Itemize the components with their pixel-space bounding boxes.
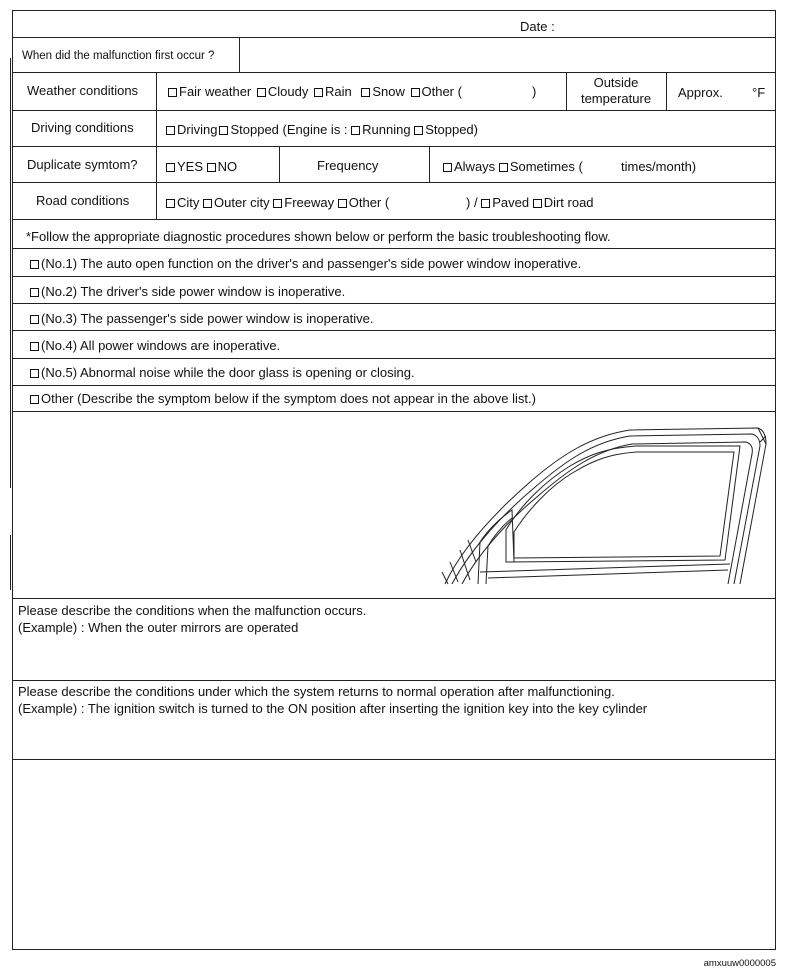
- checkbox[interactable]: [411, 88, 420, 97]
- car-door-illustration: [440, 422, 770, 592]
- divider: [12, 146, 776, 147]
- checkbox[interactable]: [361, 88, 370, 97]
- divider: [279, 146, 280, 182]
- symptom-text: (No.3) The passenger's side power window is inoperative.: [41, 311, 374, 326]
- return-example: (Example) : The ignition switch is turned to the ON position after inserting the ignition key into the key cylinder: [18, 701, 648, 716]
- option-label: Outer city: [214, 195, 270, 210]
- malfunction-answer-area[interactable]: [14, 638, 774, 678]
- checkbox[interactable]: [30, 395, 39, 404]
- divider: [666, 72, 667, 110]
- divider: [12, 330, 776, 331]
- checkbox[interactable]: [207, 163, 216, 172]
- checkbox[interactable]: [30, 369, 39, 378]
- checkbox[interactable]: [203, 199, 212, 208]
- return-answer-area[interactable]: [14, 720, 774, 758]
- weather-label: Weather conditions: [27, 83, 139, 98]
- checkbox[interactable]: [533, 199, 542, 208]
- option-label: Stopped): [425, 122, 478, 137]
- option-label: Always: [454, 159, 496, 174]
- divider: [12, 248, 776, 249]
- divider: [12, 358, 776, 359]
- symptom-text: (No.2) The driver's side power window is inoperative.: [41, 284, 346, 299]
- divider: [12, 110, 776, 111]
- margin-mark: [10, 58, 11, 488]
- figure-code: amxuuw0000005: [703, 958, 776, 969]
- checkbox[interactable]: [273, 199, 282, 208]
- road-label: Road conditions: [36, 193, 130, 208]
- symptom-text: Other (Describe the symptom below if the symptom does not appear in the above list.): [41, 391, 536, 406]
- door-frame-line: [462, 442, 752, 584]
- checkbox[interactable]: [351, 126, 360, 135]
- times-month-label: times/month): [621, 159, 697, 174]
- checkbox[interactable]: [314, 88, 323, 97]
- weather-other-close: ): [532, 84, 537, 99]
- divider: [12, 680, 776, 681]
- duplicate-label: Duplicate symtom?: [27, 157, 138, 172]
- driving-options: [166, 122, 478, 137]
- checkbox[interactable]: [443, 163, 452, 172]
- frequency-options: [443, 159, 583, 174]
- divider: [12, 37, 776, 38]
- divider: [12, 219, 776, 220]
- symptom-item: [30, 365, 415, 380]
- symptom-item: [30, 391, 536, 406]
- checkbox[interactable]: [257, 88, 266, 97]
- symptom-item: [30, 338, 280, 353]
- option-label: Freeway: [284, 195, 335, 210]
- option-label: YES: [177, 159, 204, 174]
- checkbox[interactable]: [166, 163, 175, 172]
- temp-unit: °F: [752, 85, 766, 100]
- divider: [12, 303, 776, 304]
- margin-mark: [10, 535, 11, 590]
- checkbox[interactable]: [30, 342, 39, 351]
- divider: [12, 385, 776, 386]
- belt-line: [488, 570, 728, 578]
- symptom-text: (No.1) The auto open function on the driver's and passenger's side power window inoperative.: [41, 256, 582, 271]
- window-glass: [506, 446, 740, 562]
- outside-temp-label-2: temperature: [580, 91, 652, 106]
- frequency-label: Frequency: [317, 158, 379, 173]
- option-label: Snow: [372, 84, 405, 99]
- driving-label: Driving conditions: [31, 120, 134, 135]
- divider: [12, 759, 776, 760]
- door-pillar: [486, 518, 512, 584]
- return-prompt: Please describe the conditions under which the system returns to normal operation after malfunctioning.: [18, 684, 615, 699]
- checkbox[interactable]: [30, 315, 39, 324]
- option-label: Rain: [324, 84, 352, 99]
- symptom-text: (No.4) All power windows are inoperative.: [41, 338, 281, 353]
- option-label: City: [177, 195, 200, 210]
- checkbox[interactable]: [30, 260, 39, 269]
- option-label: Stopped (Engine is :: [230, 122, 348, 137]
- divider: [12, 182, 776, 183]
- symptom-item: [30, 284, 345, 299]
- divider: [429, 146, 430, 182]
- instruction-text: *Follow the appropriate diagnostic procedures shown below or perform the basic troubleshooting flow.: [26, 229, 611, 244]
- approx-label: Approx.: [678, 85, 723, 100]
- option-label: NO: [217, 159, 238, 174]
- outside-temp-label-1: Outside: [593, 75, 639, 90]
- symptom-text: (No.5) Abnormal noise while the door glass is opening or closing.: [41, 365, 415, 380]
- malfunction-prompt: Please describe the conditions when the malfunction occurs.: [18, 603, 367, 618]
- option-label: Other (: [421, 84, 462, 99]
- symptom-item: [30, 311, 373, 326]
- option-label: Running: [362, 122, 411, 137]
- checkbox[interactable]: [30, 288, 39, 297]
- road-options: [166, 195, 389, 210]
- option-label: Sometimes (: [509, 159, 583, 174]
- checkbox[interactable]: [481, 199, 490, 208]
- symptom-item: [30, 256, 581, 271]
- notes-area[interactable]: [14, 761, 774, 946]
- duplicate-yes-no: [166, 159, 237, 174]
- checkbox[interactable]: [166, 199, 175, 208]
- malfunction-example: (Example) : When the outer mirrors are operated: [18, 620, 299, 635]
- divider: [239, 37, 240, 72]
- option-label: Dirt road: [543, 195, 594, 210]
- option-label: Paved: [492, 195, 530, 210]
- road-right-options: [466, 195, 594, 210]
- checkbox[interactable]: [414, 126, 423, 135]
- divider: [12, 276, 776, 277]
- option-label: ) /: [466, 195, 478, 210]
- checkbox[interactable]: [168, 88, 177, 97]
- divider: [12, 598, 776, 599]
- checkbox[interactable]: [338, 199, 347, 208]
- date-label: Date :: [520, 19, 555, 34]
- weather-options: [168, 84, 462, 99]
- checkbox[interactable]: [499, 163, 508, 172]
- option-label: Other (: [348, 195, 390, 210]
- first-occur-label: When did the malfunction first occur ?: [22, 50, 215, 62]
- option-label: Cloudy: [267, 84, 309, 99]
- option-label: Fair weather: [179, 84, 252, 99]
- divider: [12, 411, 776, 412]
- checkbox[interactable]: [166, 126, 175, 135]
- checkbox[interactable]: [219, 126, 228, 135]
- divider: [12, 72, 776, 73]
- option-label: Driving: [177, 122, 218, 137]
